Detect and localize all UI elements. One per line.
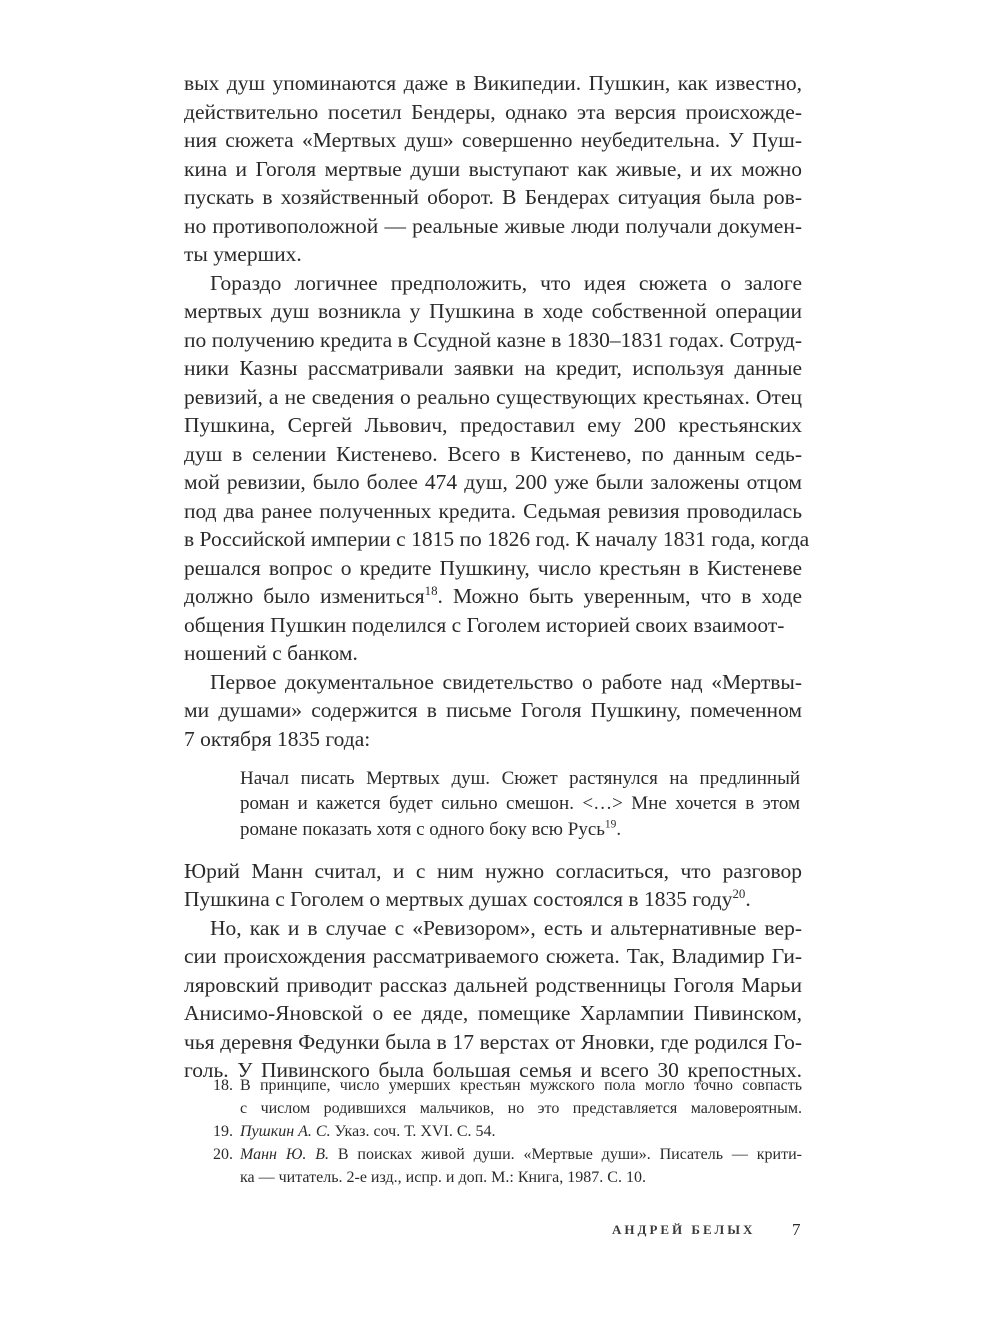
body-line xyxy=(184,696,802,724)
body-line xyxy=(184,582,802,610)
text-run: Но, как и в случае с «Ревизором», есть и альтернативные вер- xyxy=(210,915,802,940)
text-run: Пушкина, Сергей Львович, предоставил ему 200 крестьянских xyxy=(184,413,802,437)
body-line xyxy=(184,383,802,411)
text-run: Начал писать Мертвых душ. Сюжет растянулся на предлинный xyxy=(240,767,800,789)
body-line xyxy=(184,240,802,268)
footnote-ref[interactable]: 18 xyxy=(424,583,438,598)
body-line xyxy=(184,885,802,913)
body-line xyxy=(184,942,802,970)
text-run: в Российской империи с 1815 по 1826 год. К началу 1831 года, когда xyxy=(184,527,810,551)
text-run: ми душами» содержится в письме Гоголя Пушкину, помеченном xyxy=(184,698,802,722)
body-line xyxy=(184,269,802,297)
body-line xyxy=(184,857,802,885)
text-run: по получению кредита в Ссудной казне в 1830–1831 годах. Сотруд- xyxy=(184,327,802,352)
body-line xyxy=(184,183,802,211)
body-line xyxy=(184,297,802,325)
body-line xyxy=(184,525,810,553)
text-run: . xyxy=(745,887,751,911)
body-line xyxy=(240,818,800,842)
text-run: ляровский приводит рассказ дальней родственницы Гоголя Марьи xyxy=(184,972,802,997)
footnote-line xyxy=(240,1144,802,1166)
text-run: ношений с банком. xyxy=(184,641,358,665)
text-run: . xyxy=(616,818,622,840)
text-run: Юрий Манн считал, и с ним нужно согласиться, что разговор xyxy=(184,858,802,883)
text-run: ка — читатель. 2-е изд., испр. и доп. М.: Книга, 1987. С. 10. xyxy=(240,1169,646,1186)
text-run: ники Казны рассматривали заявки на кредит, используя данные xyxy=(184,356,802,380)
body-line xyxy=(184,554,802,582)
body-line xyxy=(184,725,802,753)
footnote-number: 20. xyxy=(213,1146,233,1163)
text-run: решался вопрос о кредите Пушкину, число крестьян в Кистеневе xyxy=(184,555,802,580)
footnote-line xyxy=(240,1098,802,1120)
footnote-line xyxy=(240,1167,802,1189)
body-line xyxy=(184,611,802,639)
footnote-line xyxy=(240,1121,802,1143)
text-run: вых душ упоминаются даже в Википедии. Пушкин, как известно, xyxy=(184,71,802,95)
text-run: пускать в хозяйственный оборот. В Бендерах ситуация была ров- xyxy=(184,185,802,209)
text-run: . Можно быть уверенным, что в ходе xyxy=(437,584,802,608)
body-line xyxy=(184,440,802,468)
body-line xyxy=(184,668,802,696)
text-run: Манн Ю. В. xyxy=(240,1146,329,1163)
text-run: Пушкина с Гоголем о мертвых душах состоялся в 1835 году xyxy=(184,887,733,911)
body-line xyxy=(184,155,802,183)
text-run: чья деревня Федунки была в 17 верстах от Яновки, где родился Го- xyxy=(184,1029,802,1054)
text-run: голь. У Пивинского была большая семья и всего 30 крепостных. xyxy=(184,1058,802,1082)
text-run: ния сюжета «Мертвых душ» совершенно неубедительна. У Пуш- xyxy=(184,128,802,152)
body-line xyxy=(240,792,800,816)
running-footer-author: АНДРЕЙ БЕЛЫХ xyxy=(612,1222,756,1237)
body-line xyxy=(184,468,802,496)
footnote-ref[interactable]: 20 xyxy=(732,886,746,901)
body-line xyxy=(184,326,802,354)
text-run: мой ревизии, было более 474 душ, 200 уже были заложены отцом xyxy=(184,470,802,494)
text-run: В поисках живой души. «Мертвые души». Писатель — крити- xyxy=(329,1146,803,1163)
footnote-ref[interactable]: 19 xyxy=(604,818,617,831)
text-run: В принципе, число умерших крестьян мужского пола могло точно совпасть xyxy=(240,1077,802,1094)
text-run: под два ранее полученных кредита. Седьмая ревизия проводилась xyxy=(184,498,802,523)
text-run: сии происхождения рассматриваемого сюжета. Так, Владимир Ги- xyxy=(184,944,802,968)
body-line xyxy=(184,212,802,240)
body-line xyxy=(184,98,802,126)
text-run: Первое документальное свидетельство о работе над «Мертвы- xyxy=(210,669,802,694)
text-run: Гораздо логичнее предположить, что идея сюжета о залоге xyxy=(210,270,802,295)
body-line xyxy=(240,767,800,791)
text-run: ревизий, а не сведения о реально существующих крестьянах. Отец xyxy=(184,384,802,409)
text-run: должно было измениться xyxy=(184,584,425,608)
body-line xyxy=(184,639,802,667)
page-number: 7 xyxy=(792,1220,801,1239)
text-run: Пушкин А. С. xyxy=(240,1123,331,1140)
body-line xyxy=(184,411,802,439)
text-run: Анисимо-Яновской о ее дяде, помещике Харлампии Пивинском, xyxy=(184,1001,802,1025)
text-run: с числом родившихся мальчиков, но это представляется маловероятным. xyxy=(240,1100,802,1117)
body-line xyxy=(184,354,802,382)
text-run: кина и Гоголя мертвые души выступают как живые, и их можно xyxy=(184,156,802,181)
text-run: душ в селении Кистенево. Всего в Кистенево, по данным седь- xyxy=(184,441,802,466)
text-run: ты умерших. xyxy=(184,242,302,266)
text-run: действительно посетил Бендеры, однако эта версия происхожде- xyxy=(184,99,802,124)
text-run: романе показать хотя с одного боку всю Русь xyxy=(240,818,605,840)
text-run: 7 октября 1835 года: xyxy=(184,726,371,751)
body-line xyxy=(184,971,802,999)
text-run: мертвых душ возникла у Пушкина в ходе собственной операции xyxy=(184,299,802,323)
footnote-number: 19. xyxy=(213,1123,233,1140)
body-line xyxy=(184,126,802,154)
footnote-number: 18. xyxy=(213,1077,233,1094)
text-run: общения Пушкин поделился с Гоголем историей своих взаимоот- xyxy=(184,612,785,637)
body-line xyxy=(184,69,802,97)
text-run: Указ. соч. Т. XVI. С. 54. xyxy=(330,1123,496,1140)
body-line xyxy=(184,914,802,942)
text-run: но противоположной — реальные живые люди получали докумен- xyxy=(184,213,802,238)
footnote-line xyxy=(240,1075,802,1097)
body-line xyxy=(184,497,802,525)
body-line xyxy=(184,999,802,1027)
body-line xyxy=(184,1028,802,1056)
text-run: роман и кажется будет сильно смешон. <…> Мне хочется в этом xyxy=(240,793,800,814)
